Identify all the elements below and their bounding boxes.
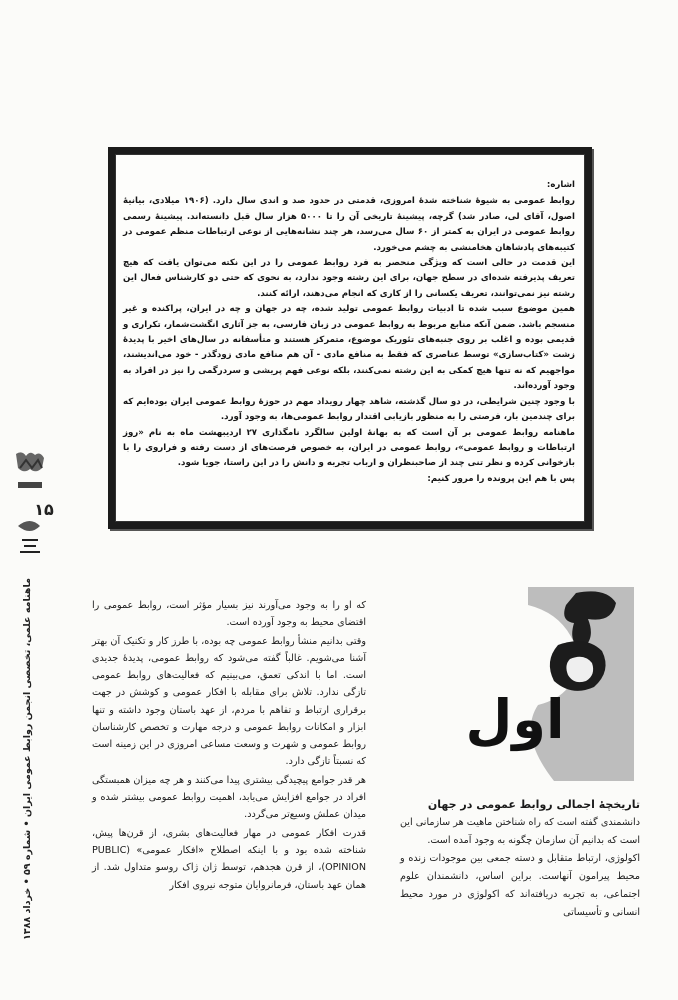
body-paragraph: دانشمندی گفته است که راه شناختن ماهیت هر سازمانی این است که بدانیم آن سازمان چگونه به وجود آمده است. bbox=[400, 817, 640, 846]
body-column-right bbox=[400, 797, 640, 917]
intro-frame bbox=[108, 147, 592, 529]
body-paragraph: اکولوژی، ارتباط متقابل و دسته جمعی بین موجودات زنده و محیط پیرامون آنهاست. براین اساس، دانشمندان علوم اجتماعی، به تجربه دریافته‌اند که اکولوژی در مورد محیط انسانی و تأسیساتی bbox=[400, 853, 640, 918]
chapter-label: اول bbox=[465, 688, 565, 751]
body-paragraph: وقتی بدانیم منشأ روابط عمومی چه بوده، با طرز کار و تکنیک آن بهتر آشنا می‌شویم. غالباً گفته می‌شود که روابط عمومی، پدیدهٔ جدیدی است. اما با اندکی تعمق، می‌بینیم که فعالیت‌های روابط عمومی تازگی ندارد. تلاش برای مقابله با افکار عمومی و کوشش در جهت برقراری ارتباط و تفاهم با مردم، از عهد باستان وجود داشته و تنها ابزار و امکانات روابط عمومی و درجه مهارت و تخصص کارشناسان روابط عمومی و شهرت و وسعت مساعی امروزی در این زمینه است که نسبتاً تازگی دارد. bbox=[92, 636, 366, 767]
intro-paragraph: این قدمت در حالی است که ویژگی منحصر به فرد روابط عمومی را در این نکته می‌توان یافت که هیچ تعریف پذیرفته شده‌ای در سطح جهان، برای این رشته وجود ندارد، به نحوی که حتی دو کارشناس فعال این رشته نیز نمی‌توانند، تعریف یکسانی را از کاری که انجام می‌دهند، ارائه کنند. bbox=[123, 258, 575, 299]
section-heading: تاریخچهٔ اجمالی روابط عمومی در جهان bbox=[427, 798, 640, 811]
intro-heading: اشاره: bbox=[546, 180, 575, 190]
intro-paragraph: پس با هم این پرونده را مرور کنیم: bbox=[427, 473, 575, 484]
intro-paragraph: روابط عمومی به شیوهٔ شناخته شدهٔ امروزی، قدمتی در حدود صد و اندی سال دارد. (۱۹۰۶ میلادی، بیانیهٔ اصول، آقای لی، صادر شد) گرچه، پیشینهٔ تاریخی آن را تا ۵۰۰۰ هزار سال قبل دانسته‌اند. پیشینهٔ رسمی روابط عمومی در ایران به کمتر از ۶۰ سال می‌رسد، هر چند نشانه‌هایی از نوعی ارتباطات منظم عمومی در کتیبه‌های پادشاهان هخامنشی به چشم می‌خورد. bbox=[123, 196, 576, 253]
intro-text bbox=[123, 178, 575, 514]
body-column-left bbox=[92, 597, 366, 937]
body-paragraph: قدرت افکار عمومی در مهار فعالیت‌های بشری، از قرن‌ها پیش، شناخته شده بود و با اینکه اصطلاح «افکار عمومی» (PUBLIC OPINION)، از قرن هجدهم، توسط ژان ژاک روسو متداول شد. از همان عهد باستان، فرمانروایان متوجه نیروی افکار bbox=[92, 828, 366, 891]
intro-paragraph: با وجود چنین شرایطی، در دو سال گذشته، شاهد چهار رویداد مهم در حوزهٔ روابط عمومی ایران بوده‌ایم که برای چندمین بار، فرصتی را به منظور بازیابی اقتدار روابط عمومی‌ها، به وجود آورد. bbox=[123, 396, 575, 423]
intro-paragraph: همین موضوع سبب شده تا ادبیات روابط عمومی تولید شده، چه در جهان و چه در ایران، پراکنده و غیر منسجم باشد. ضمن آنکه منابع مربوط به روابط عمومی در زبان فارسی، به جز آثاری انگشت‌شمار، تکراری و قدیمی بوده و اغلب بر روی جنبه‌های تئوریک موضوع، متمرکز هستند و متأسفانه در سال‌های اخیر با پدیدهٔ زشت «کتاب‌سازی» توسط عناصری که فقط به منافع مادی - آن هم منافع مادی زودگذر - خود می‌اندیشند، مواجهیم که نه تنها هیچ کمکی به این رشته نمی‌کنند، بلکه نوعی فهم پریشی و سردرگمی را نیز در افراد به وجود آورده‌اند. bbox=[123, 304, 575, 392]
chapter-graphic-icon bbox=[458, 585, 634, 785]
body-paragraph: که او را به وجود می‌آورند نیز بسیار مؤثر است، روابط عمومی را اقتضای محیط به وجود آورده است. bbox=[92, 600, 366, 629]
body-paragraph: هر قدر جوامع پیچیدگی بیشتری پیدا می‌کنند و هر چه میزان همبستگی افراد در جوامع افزایش می‌یابد، اهمیت روابط عمومی بیشتر شده و میدان عملش وسیع‌تر می‌گردد. bbox=[92, 774, 366, 821]
page-number: ۱۵ bbox=[34, 500, 54, 519]
magazine-info: ماهنامه علمی، تخصصی انجمن روابط عمومی ایران • شماره ۵۹ • خرداد ۱۳۸۸ bbox=[22, 578, 33, 940]
intro-paragraph: ماهنامه روابط عمومی بر آن است که به بهانهٔ اولین سالگرد نامگذاری ۲۷ اردیبهشت ماه به نام «روز ارتباطات و روابط عمومی»، روابط عمومی در ایران، به خصوص فرصت‌های از دست رفته و فراروی را با بازخوانی کرده و نظر تنی چند از صاحبنظران و ارباب تجربه و دانش را در این راستا، جویا شود. bbox=[123, 427, 575, 469]
